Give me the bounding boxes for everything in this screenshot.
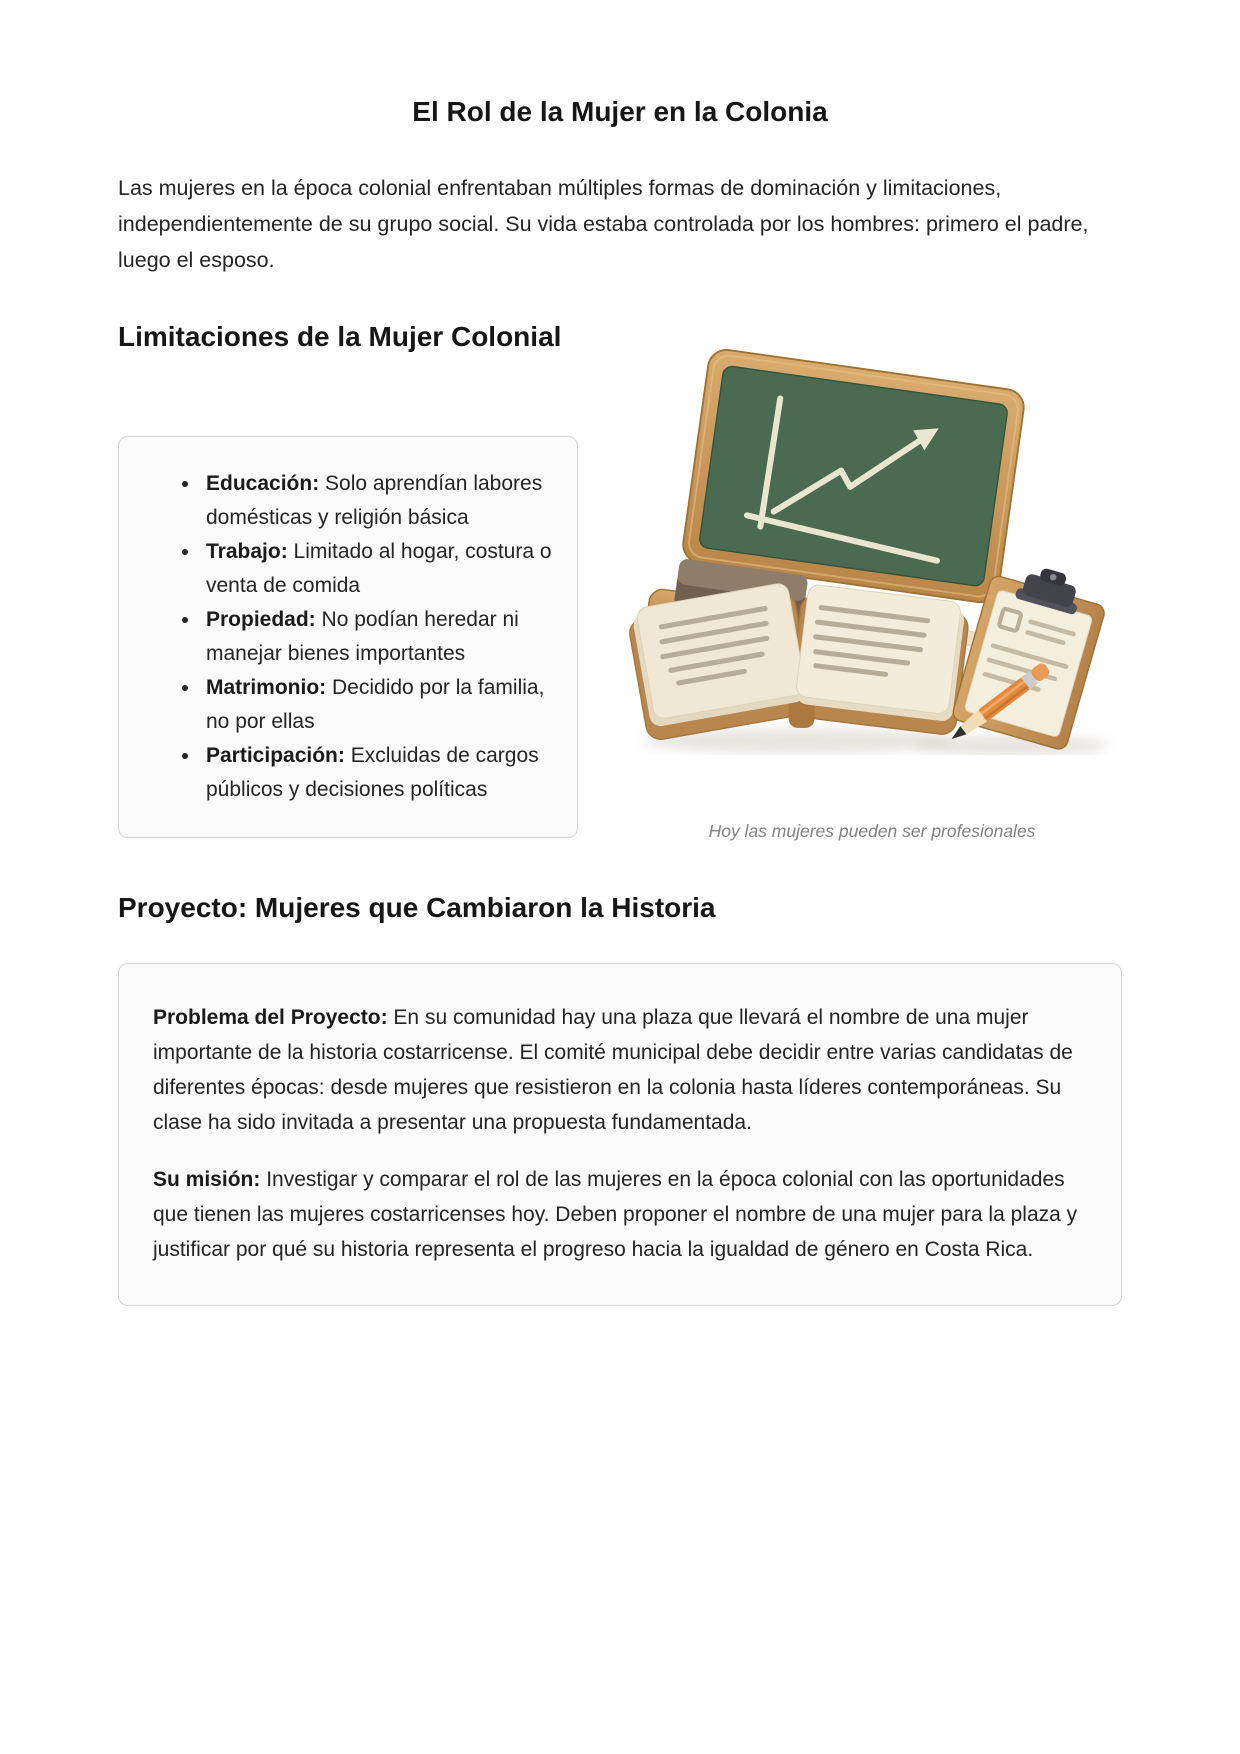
list-item-desc: No podían heredar ni manejar bienes importantes: [206, 608, 519, 665]
project-problem-label: Problema del Proyecto:: [153, 1006, 388, 1029]
intro-paragraph: Las mujeres en la época colonial enfrentaban múltiples formas de dominación y limitaciones, independientemente de su grupo social. Su vida estaba controlada por los hombres: primero el padre, luego el esposo.: [118, 176, 1089, 272]
list-item: [201, 671, 555, 739]
limitations-card: [118, 436, 578, 838]
list-item-desc: Excluidas de cargos públicos y decisiones políticas: [206, 744, 539, 801]
project-mission-label: Su misión:: [153, 1168, 261, 1191]
page-title: El Rol de la Mujer en la Colonia: [412, 96, 828, 127]
list-item-desc: Solo aprendían labores domésticas y religión básica: [206, 472, 543, 529]
project-mission-text: Investigar y comparar el rol de las mujeres en la época colonial con las oportunidades que tienen las mujeres costarricenses hoy. Deben proponer el nombre de una mujer para la plaza y justificar por qué su historia representa el progreso hacia la igualdad de género en Costa Rica.: [153, 1168, 1078, 1261]
illustration-caption: Hoy las mujeres pueden ser profesionales: [708, 821, 1036, 841]
section-heading-project: Proyecto: Mujeres que Cambiaron la Historia: [118, 892, 716, 923]
list-item: [201, 467, 555, 535]
illustration-column: [622, 318, 1122, 843]
education-illustration: [622, 324, 1122, 755]
list-item-term: Educación:: [206, 472, 320, 495]
section-heading-limitations: Limitaciones de la Mujer Colonial: [118, 321, 562, 352]
list-item-term: Participación:: [206, 744, 345, 767]
book-page-right: [795, 584, 961, 715]
project-problem: [153, 1000, 1087, 1140]
list-item-term: Propiedad:: [206, 608, 316, 631]
project-card: [118, 963, 1122, 1306]
two-column-section: [118, 318, 1122, 843]
list-item: [201, 739, 555, 807]
list-item-desc: Limitado al hogar, costura o venta de comida: [206, 540, 552, 597]
project-problem-text: En su comunidad hay una plaza que llevará el nombre de una mujer importante de la historia costarricense. El comité municipal debe decidir entre varias candidatas de diferentes épocas: desde mujeres que resistieron en la colonia hasta líderes contemporáneas. Su clase ha sido invitada a presentar una propuesta fundamentada.: [153, 1006, 1073, 1134]
education-illustration-figure: [622, 318, 1122, 843]
list-item: [201, 535, 555, 603]
list-item-desc: Decidido por la familia, no por ellas: [206, 676, 545, 733]
limitations-list: [131, 467, 555, 807]
project-mission: [153, 1162, 1087, 1267]
limitations-column: [118, 318, 578, 838]
list-item-term: Trabajo:: [206, 540, 288, 563]
list-item: [201, 603, 555, 671]
list-item-term: Matrimonio:: [206, 676, 327, 699]
chalkboard-surface: [699, 365, 1009, 586]
